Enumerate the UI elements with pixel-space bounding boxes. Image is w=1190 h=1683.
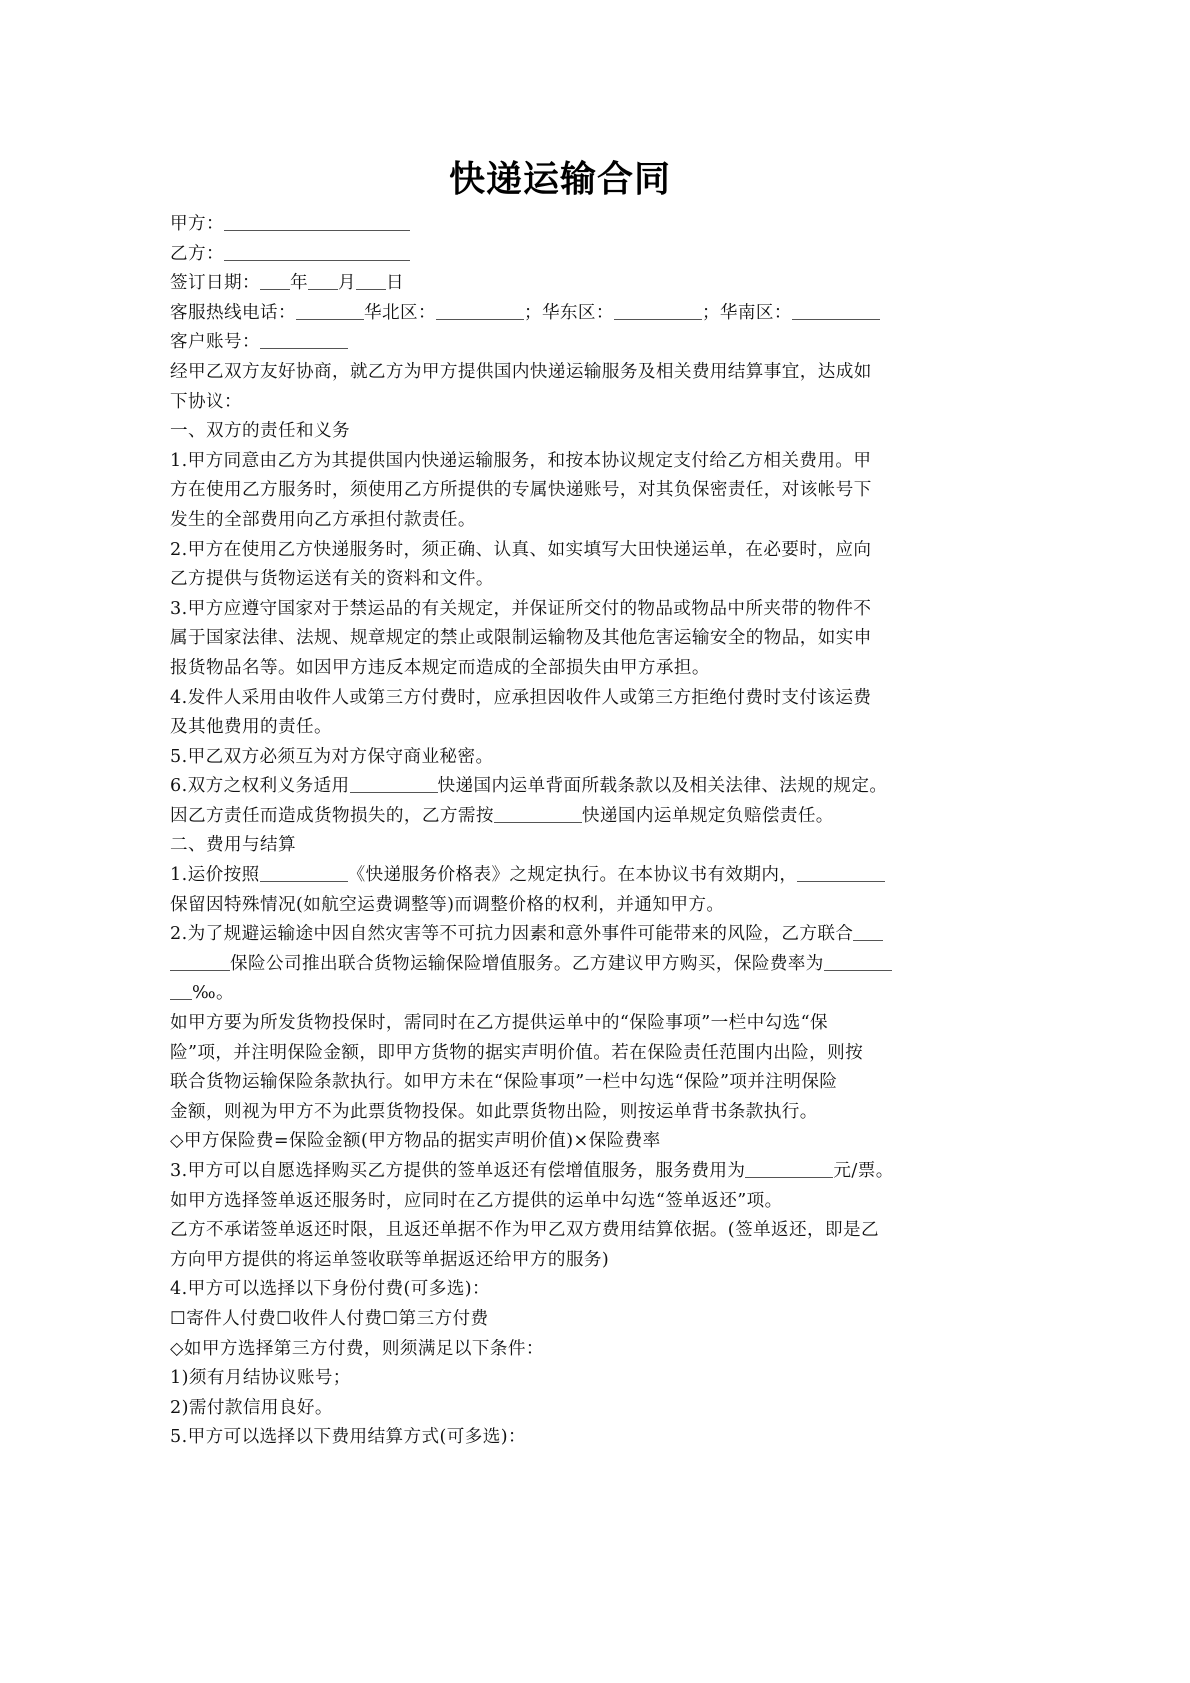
clause-line: 2)需付款信用良好。 (170, 1397, 333, 1418)
clause-line: ◇如甲方选择第三方付费，则须满足以下条件： (170, 1338, 544, 1359)
payer-option-third-party: 第三方付费 (398, 1308, 489, 1329)
clause-text: ‰。 (192, 983, 235, 1004)
year-label: 年 (289, 273, 308, 294)
section-heading: 二、费用与结算 (170, 835, 296, 856)
clause-line (170, 861, 950, 891)
clause-line: 5.甲乙双方必须互为对方保守商业秘密。 (170, 746, 494, 767)
clause-line (170, 920, 950, 950)
party-b-label: 乙方： (170, 243, 224, 264)
clause-text: 3.甲方可以自愿选择购买乙方提供的签单返还有偿增值服务，服务费用为 (170, 1161, 746, 1181)
account-blank[interactable] (260, 330, 348, 349)
south-blank[interactable] (792, 301, 880, 320)
price-table-blank[interactable] (260, 863, 348, 882)
party-b-blank[interactable] (224, 242, 410, 261)
north-blank[interactable] (436, 301, 524, 320)
day-blank[interactable] (356, 271, 386, 290)
clause-line: ◇甲方保险费=保险金额(甲方物品的据实声明价值)×保险费率 (170, 1131, 661, 1152)
clause-line: 属于国家法律、法规、规章规定的禁止或限制运输物及其他危害运输安全的物品，如实申 (170, 628, 872, 649)
carrier-blank[interactable] (494, 804, 582, 823)
payer-option-receiver: 收件人付费 (292, 1308, 383, 1329)
clause-line: 金额，则视为甲方不为此票货物投保。如此票货物出险，则按运单背书条款执行。 (170, 1101, 818, 1122)
east-label: ；华东区： (523, 302, 614, 323)
checkbox-icon[interactable]: ☐ (276, 1308, 293, 1329)
clause-line: 1)须有月结协议账号； (170, 1368, 351, 1389)
clause-line: 方在使用乙方服务时，须使用乙方所提供的专属快递账号，对其负保密责任，对该帐号下 (170, 480, 872, 501)
clause-text: 因乙方责任而造成货物损失的，乙方需按 (170, 805, 494, 826)
clause-line: 如甲方选择签单返还服务时，应同时在乙方提供的运单中勾选“签单返还”项。 (170, 1190, 783, 1211)
party-a-blank[interactable] (224, 212, 410, 231)
east-blank[interactable] (614, 301, 702, 320)
clause-line (170, 1157, 950, 1187)
payer-options (170, 1305, 950, 1335)
clause-line: 保留因特殊情况(如航空运费调整等)而调整价格的权利，并通知甲方。 (170, 894, 725, 915)
clause-text: 2.为了规避运输途中因自然灾害等不可抗力因素和意外事件可能带来的风险，乙方联合 (170, 924, 854, 945)
north-label: 华北区： (363, 302, 436, 323)
party-a-label: 甲方： (170, 214, 224, 234)
clause-line: 4.发件人采用由收件人或第三方付费时，应承担因收件人或第三方拒绝付费时支付该运费 (170, 687, 872, 708)
clause-line (170, 950, 950, 980)
month-label: 月 (337, 273, 356, 294)
clause-line (170, 772, 950, 802)
insurer-blank-cont[interactable] (170, 952, 230, 971)
sign-date-label: 签订日期： (170, 273, 260, 294)
intro-line: 经甲乙双方友好协商，就乙方为甲方提供国内快递运输服务及相关费用结算事宜，达成如 (170, 361, 872, 382)
clause-line: 5.甲方可以选择以下费用结算方式(可多选)： (170, 1427, 527, 1448)
clause-text: 保险公司推出联合货物运输保险增值服务。乙方建议甲方购买，保险费率为 (230, 953, 824, 974)
checkbox-icon[interactable]: ☐ (382, 1308, 399, 1329)
party-blank[interactable] (797, 863, 885, 882)
hotline-blank[interactable] (296, 301, 364, 320)
clause-text: 元/票。 (833, 1161, 894, 1181)
clause-line: 如甲方要为所发货物投保时，需同时在乙方提供运单中的“保险事项”一栏中勾选“保 (170, 1013, 828, 1034)
clause-text: 快递国内运单规定负赔偿责任。 (581, 805, 834, 826)
clause-line: 1.甲方同意由乙方为其提供国内快递运输服务，和按本协议规定支付给乙方相关费用。甲 (170, 450, 872, 471)
checkbox-icon[interactable]: ☐ (170, 1308, 187, 1329)
clause-text: 6.双方之权利义务适用 (170, 776, 350, 797)
clause-line: 联合货物运输保险条款执行。如甲方未在“保险事项”一栏中勾选“保险”项并注明保险 (170, 1072, 838, 1093)
clause-line: 2.甲方在使用乙方快递服务时，须正确、认真、如实填写大田快递运单，在必要时，应向 (170, 539, 872, 560)
clause-line: 发生的全部费用向乙方承担付款责任。 (170, 509, 476, 530)
month-blank[interactable] (308, 271, 338, 290)
rate-blank-cont[interactable] (170, 981, 192, 1000)
sign-date-line (170, 269, 950, 299)
hotline-label: 客服热线电话： (170, 302, 296, 323)
payer-option-sender: 寄件人付费 (186, 1308, 277, 1329)
party-b-line (170, 240, 950, 270)
account-line (170, 328, 950, 358)
fee-blank[interactable] (745, 1159, 833, 1178)
section-heading: 一、双方的责任和义务 (170, 421, 350, 442)
clause-text: 《快递服务价格表》之规定执行。在本协议书有效期内， (347, 865, 798, 886)
hotline-line (170, 299, 950, 329)
clause-line: 险”项，并注明保险金额，即甲方货物的据实声明价值。若在保险责任范围内出险，则按 (170, 1042, 864, 1063)
clause-line: 3.甲方应遵守国家对于禁运品的有关规定，并保证所交付的物品或物品中所夹带的物件不 (170, 598, 872, 619)
clause-line (170, 802, 950, 832)
rate-blank[interactable] (824, 952, 892, 971)
day-label: 日 (385, 273, 404, 294)
clause-line: 乙方提供与货物运送有关的资料和文件。 (170, 569, 494, 590)
party-a-line (170, 210, 950, 240)
clause-line (170, 979, 950, 1009)
insurer-blank[interactable] (853, 922, 883, 941)
contract-page (170, 150, 950, 1453)
intro-line: 下协议： (170, 391, 242, 412)
clause-line: 方向甲方提供的将运单签收联等单据返还给甲方的服务) (170, 1249, 610, 1270)
clause-line: 报货物品名等。如因甲方违反本规定而造成的全部损失由甲方承担。 (170, 657, 710, 678)
carrier-blank[interactable] (350, 774, 438, 793)
document-title: 快递运输合同 (448, 159, 671, 200)
clause-text: 1.运价按照 (170, 865, 260, 886)
clause-line: 4.甲方可以选择以下身份付费(可多选)： (170, 1279, 491, 1300)
south-label: ；华南区： (701, 302, 792, 323)
clause-line: 乙方不承诺签单返还时限，且返还单据不作为甲乙双方费用结算依据。(签单返还，即是乙 (170, 1220, 880, 1241)
year-blank[interactable] (260, 271, 290, 290)
clause-line: 及其他费用的责任。 (170, 717, 332, 738)
account-label: 客户账号： (170, 332, 260, 353)
clause-text: 快递国内运单背面所载条款以及相关法律、法规的规定。 (437, 776, 888, 797)
